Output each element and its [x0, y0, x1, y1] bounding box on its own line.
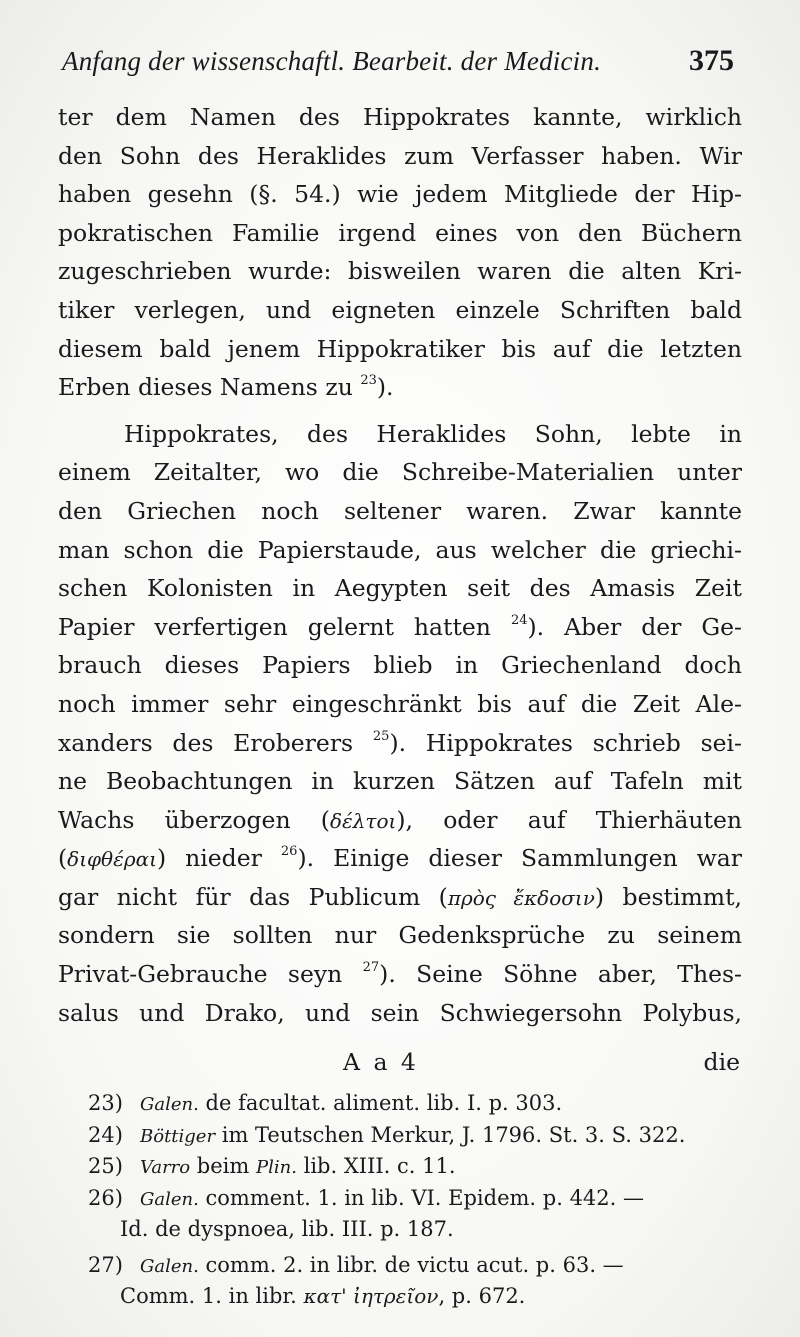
footnote-text: comment. 1. in lib. VI. Epidem. p. 442. — — [198, 1185, 645, 1210]
text-line: diesem bald jenem Hippokratiker bis auf die letzten — [58, 334, 742, 363]
text-line: den Griechen noch seltener waren. Zwar kannte — [58, 496, 742, 525]
line-text: ) nieder — [156, 844, 262, 873]
text-line — [58, 839, 742, 878]
greek-word: δέλτοι — [329, 808, 397, 833]
greek-word: διφθέραι — [67, 847, 157, 872]
footnote-number: 27) — [88, 1252, 123, 1277]
footnote-author: Varro — [140, 1157, 191, 1178]
text-line: brauch dieses Papiers blieb in Griechenland doch — [58, 651, 742, 680]
footnote-26 — [88, 1183, 748, 1215]
text-line: pokratischen Familie irgend eines von den Büchern — [58, 218, 742, 247]
footnote-author: Galen. — [140, 1255, 199, 1277]
line-text: ), oder auf Thierhäuten — [396, 805, 742, 834]
greek-word: πρὸς ἔκδοσιν — [447, 885, 595, 910]
footnotes — [88, 1088, 748, 1313]
line-text: Papier verfertigen gelernt hatten — [58, 612, 491, 641]
catch-word: die — [703, 1048, 740, 1076]
footnote-25 — [88, 1151, 748, 1183]
footnote-text: Comm. 1. in libr. — [120, 1284, 304, 1308]
footnote-ref: 24 — [510, 612, 528, 628]
greek-word: κατ' ἰητρεῖον — [303, 1284, 439, 1308]
footnote-author: Galen. — [140, 1188, 199, 1210]
text-line: Hippokrates, des Heraklides Sohn, lebte in — [124, 419, 742, 448]
line-text: ). Hippokrates schrieb sei- — [389, 728, 742, 757]
running-title: Anfang der wissenschaftl. Bearbeit. der Medicin. — [62, 46, 602, 76]
footnote-27 — [88, 1250, 748, 1282]
text-line — [58, 724, 742, 763]
line-text: gar nicht für das Publicum ( — [58, 882, 448, 911]
line-text: Erben dieses Namens zu — [58, 373, 353, 402]
text-line: noch immer sehr eingeschränkt bis auf die Zeit Ale- — [58, 689, 742, 718]
line-text: ). Seine Söhne aber, Thes- — [379, 960, 742, 989]
page-number: 375 — [689, 44, 734, 77]
line-text: Wachs überzogen ( — [58, 805, 330, 834]
footnote-text: im Teutschen Merkur, J. 1796. St. 3. S. 322. — [215, 1122, 686, 1147]
line-text: ). Aber der Ge- — [527, 612, 742, 641]
line-text: Privat-Gebrauche seyn — [58, 960, 343, 989]
text-line — [58, 801, 742, 840]
text-line: den Sohn des Heraklides zum Verfasser haben. Wir — [58, 141, 742, 170]
text-line: man schon die Papierstaude, aus welcher die griechi- — [58, 535, 742, 564]
footnote-author: Galen. — [140, 1094, 199, 1115]
line-text: ) bestimmt, — [594, 882, 742, 911]
line-text: ). — [376, 373, 394, 402]
footnote-26-continuation: Id. de dyspnoea, lib. III. p. 187. — [120, 1217, 454, 1241]
text-line — [58, 878, 742, 917]
footnote-27-continuation — [88, 1281, 748, 1313]
footnote-ref: 26 — [280, 844, 298, 860]
line-text: ). Einige dieser Sammlungen war — [297, 844, 742, 873]
text-line — [58, 608, 742, 647]
text-line: ne Beobachtungen in kurzen Sätzen auf Tafeln mit — [58, 767, 742, 796]
text-line: ter dem Namen des Hippokrates kannte, wirklich — [58, 103, 742, 131]
line-text: xanders des Eroberers — [58, 728, 354, 757]
signature-line — [58, 1048, 742, 1076]
signature-mark: A a 4 — [343, 1048, 419, 1076]
footnote-ref: 25 — [372, 728, 390, 744]
text-line: einem Zeitalter, wo die Schreibe-Materialien unter — [58, 458, 742, 487]
text-line: sondern sie sollten nur Gedenksprüche zu seinem — [58, 921, 742, 950]
text-line: zugeschrieben wurde: bisweilen waren die alten Kri- — [58, 257, 742, 286]
running-head — [62, 44, 742, 88]
footnote-text: lib. XIII. c. 11. — [296, 1154, 456, 1178]
footnote-ref: 27 — [362, 960, 380, 976]
footnote-text: de facultat. aliment. lib. I. p. 303. — [198, 1091, 563, 1115]
footnote-23 — [88, 1088, 748, 1120]
text-line — [58, 368, 742, 407]
body-text — [58, 98, 742, 1032]
footnote-ref: 23 — [360, 373, 377, 389]
footnote-24 — [88, 1120, 748, 1152]
text-line: schen Kolonisten in Aegypten seit des Amasis Zeit — [58, 574, 742, 603]
footnote-number: 26) — [88, 1185, 123, 1210]
text-line — [58, 955, 742, 994]
text-line: tiker verlegen, und eigneten einzele Schriften bald — [58, 295, 742, 324]
line-text: ( — [58, 844, 68, 873]
footnote-number: 25) — [88, 1154, 123, 1178]
footnote-author: Böttiger — [140, 1125, 216, 1147]
text-line: haben gesehn (§. 54.) wie jedem Mitgliede der Hip- — [58, 180, 742, 209]
footnote-text: comm. 2. in libr. de victu acut. p. 63. — — [198, 1252, 624, 1277]
footnote-number: 23) — [88, 1091, 123, 1115]
footnote-text: , p. 672. — [438, 1284, 526, 1308]
footnote-author: Plin. — [255, 1157, 297, 1178]
footnote-number: 24) — [88, 1122, 123, 1147]
text-line: salus und Drako, und sein Schwiegersohn Polybus, — [58, 998, 742, 1027]
footnote-text: beim — [190, 1154, 256, 1178]
